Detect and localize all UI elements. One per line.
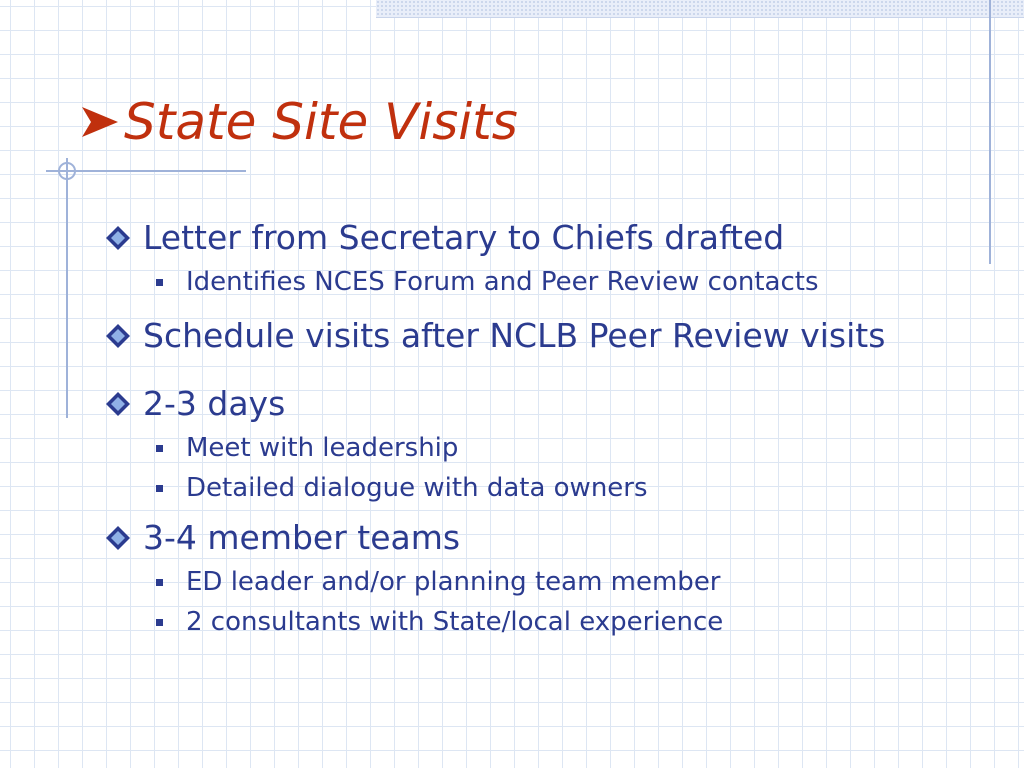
square-bullet-icon — [156, 485, 163, 492]
decorative-horizontal-line — [46, 170, 246, 172]
square-bullet-icon — [156, 579, 163, 586]
decorative-ring — [58, 162, 76, 180]
arrowhead-bullet-icon — [80, 105, 120, 139]
decorative-vertical-line-right — [989, 0, 991, 264]
bullet-item — [104, 380, 984, 428]
slide-body — [104, 214, 984, 642]
sub-bullet-text: 2 consultants with State/local experience — [186, 607, 724, 637]
sub-bullet-item — [156, 602, 984, 642]
bullet-text: Letter from Secretary to Chiefs drafted — [143, 218, 785, 257]
sub-bullet-text: Detailed dialogue with data owners — [186, 473, 648, 503]
diamond-bullet-icon — [104, 322, 132, 350]
bullet-text: 3-4 member teams — [143, 518, 461, 557]
bullet-item — [104, 214, 984, 262]
square-bullet-icon — [156, 279, 163, 286]
square-bullet-icon — [156, 445, 163, 452]
sub-bullet-item — [156, 468, 984, 508]
sub-bullet-text: Identifies NCES Forum and Peer Review contacts — [186, 267, 819, 297]
slide-title — [80, 86, 518, 158]
square-bullet-icon — [156, 619, 163, 626]
sub-bullet-item — [156, 262, 984, 302]
decorative-top-band — [376, 0, 1024, 18]
sub-bullet-text: ED leader and/or planning team member — [186, 567, 721, 597]
slide-title-text: State Site Visits — [124, 93, 518, 151]
diamond-bullet-icon — [104, 224, 132, 252]
diamond-bullet-icon — [104, 390, 132, 418]
bullet-text: Schedule visits after NCLB Peer Review visits — [143, 316, 886, 355]
sub-bullet-item — [156, 428, 984, 468]
sub-bullet-item — [156, 562, 984, 602]
bullet-text: 2-3 days — [143, 384, 286, 423]
diamond-bullet-icon — [104, 524, 132, 552]
sub-bullet-text: Meet with leadership — [186, 433, 459, 463]
bullet-item — [104, 312, 984, 360]
decorative-vertical-line-left — [66, 158, 68, 418]
bullet-item — [104, 514, 984, 562]
